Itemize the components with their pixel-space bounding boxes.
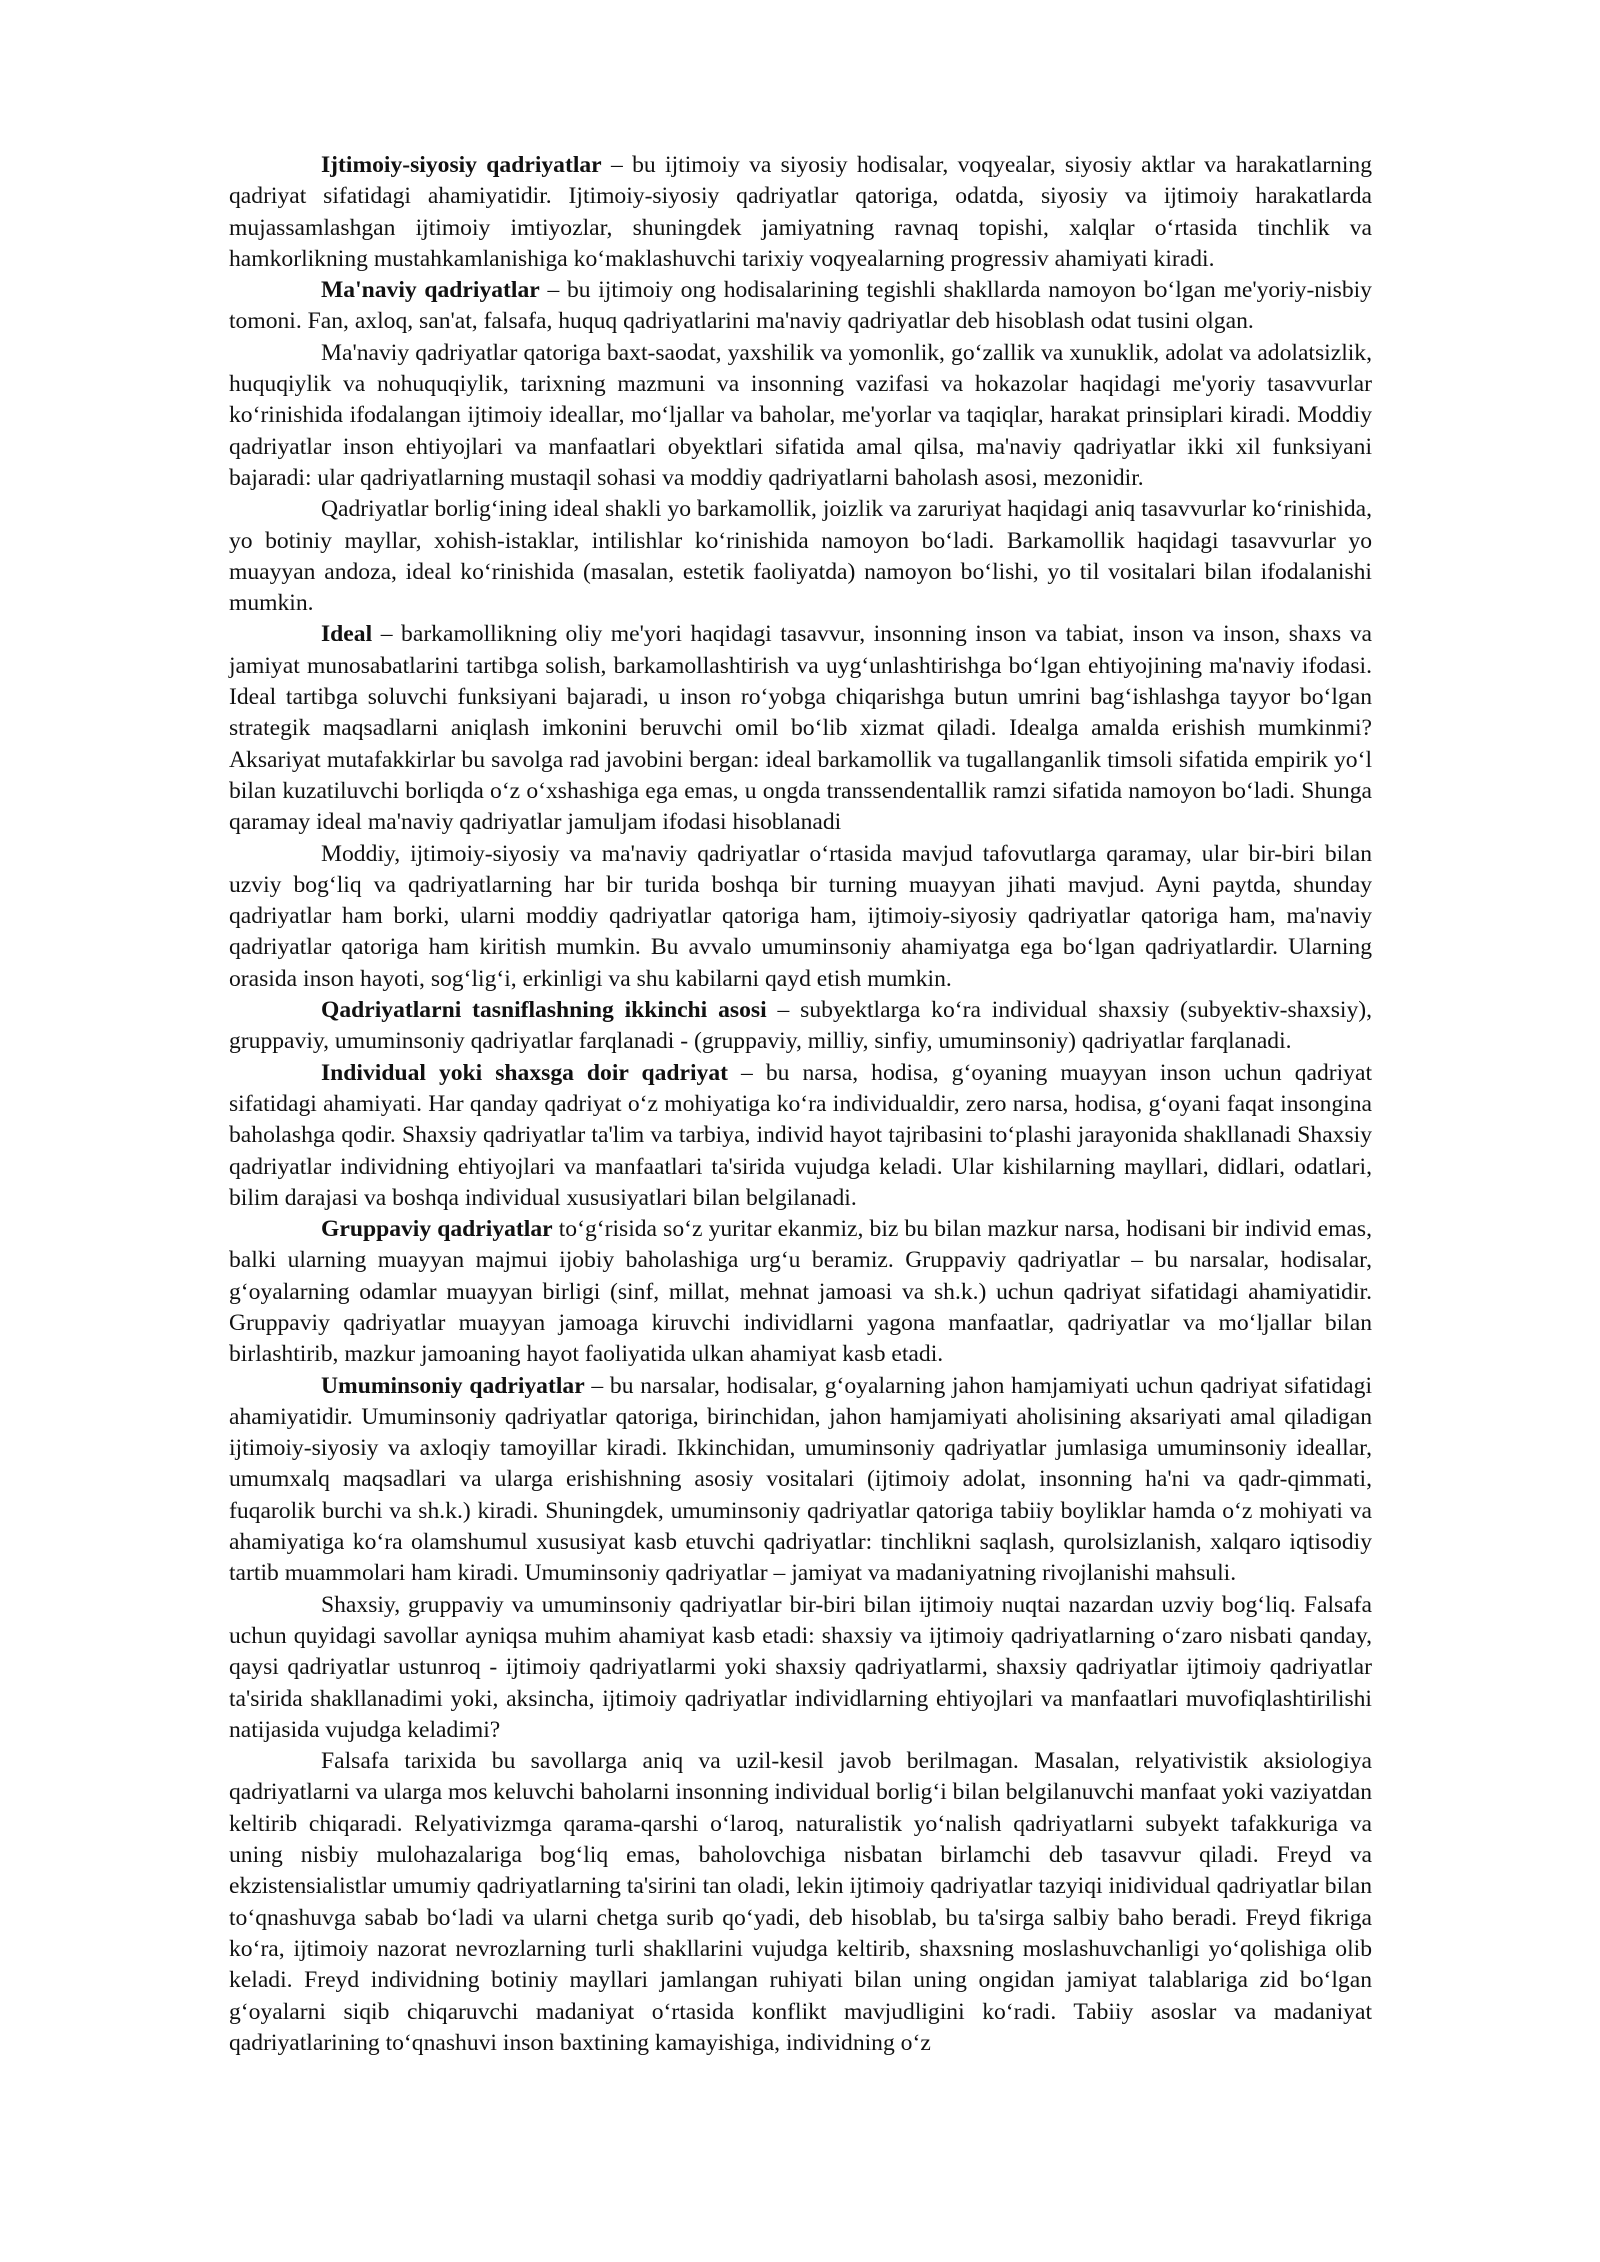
paragraph-body: Moddiy, ijtimoiy-siyosiy va ma'naviy qadriyatlar o‘rtasida mavjud tafovutlarga qaramay, ular bir-biri bilan uzviy bog‘liq va qadriyatlarning har bir turida boshqa bir turning muayyan jihati mavjud. Ayni paytda, shunday qadriyatlar ham borki, ularni moddiy qadriyatlar qatoriga ham, ijtimoiy-siyosiy qadriyatlar qatoriga ham, ma'naviy qadriyatlar qatoriga ham kiritish mumkin. Bu avvalo umuminsoniy ahamiyatga ega bo‘lgan qadriyatlardir. Ularning orasida inson hayoti, sog‘lig‘i, erkinligi va shu kabilarni qayd etish mumkin. xyxy=(229,840,1372,992)
paragraph-tasniflash xyxy=(229,995,1372,1058)
paragraph-shaxsiy-gruppaviy xyxy=(229,1590,1372,1746)
paragraph-body: Qadriyatlar borlig‘ining ideal shakli yo barkamollik, joizlik va zaruriyat haqidagi aniq tasavvurlar ko‘rinishida, yo botiniy mayllar, xohish-istaklar, intilishlar ko‘rinishida namoyon bo‘ladi. Barkamollik haqidagi tasavvurlar yo muayyan andoza, ideal ko‘rinishida (masalan, estetik faoliyatda) namoyon bo‘lishi, yo til vositalari bilan ifodalanishi mumkin. xyxy=(229,496,1372,617)
paragraph-ideal-shakli xyxy=(229,494,1372,619)
paragraph-lead-term: Qadriyatlarni tasniflashning ikkinchi asosi xyxy=(321,997,767,1024)
paragraph-body: – bu narsalar, hodisalar, g‘oyalarning jahon hamjamiyati uchun qadriyat sifatidagi ahamiyatidir. Umuminsoniy qadriyatlar qatoriga, birinchidan, jahon hamjamiyati aholisining aksariyati amal qiladigan ijtimoiy-siyosiy va axloqiy tamoyillar kiradi. Ikkinchidan, umuminsoniy qadriyatlar jumlasiga umuminsoniy ideallar, umumxalq maqsadlari va ularga erishishning asosiy vositalari (ijtimoiy adolat, insonning ha'ni va qadr-qimmati, fuqarolik burchi va sh.k.) kiradi. Shuningdek, umuminsoniy qadriyatlar qatoriga tabiiy boyliklar hamda o‘z mohiyati va ahamiyatiga ko‘ra olamshumul xususiyat kasb etuvchi qadriyatlar: tinchlikni saqlash, qurolsizlanish, xalqaro iqtisodiy tartib muammolari ham kiradi. Umuminsoniy qadriyatlar – jamiyat va madaniyatning rivojlanishi mahsuli. xyxy=(229,1372,1372,1587)
paragraph-falsafa-tarixi xyxy=(229,1746,1372,2059)
paragraph-lead-term: Umuminsoniy qadriyatlar xyxy=(321,1372,585,1399)
paragraph-manaviy xyxy=(229,275,1372,338)
paragraph-gruppaviy xyxy=(229,1214,1372,1370)
paragraph-lead-term: Ijtimoiy-siyosiy qadriyatlar xyxy=(321,152,602,178)
paragraph-umuminsoniy xyxy=(229,1371,1372,1590)
paragraph-body: – barkamollikning oliy me'yori haqidagi tasavvur, insonning inson va tabiat, inson va inson, shaxs va jamiyat munosabatlarini tartibga solish, barkamollashtirish va uyg‘unlashtirishga bo‘lgan ehtiyojining ma'naviy ifodasi. Ideal tartibga soluvchi funksiyani bajaradi, u inson ro‘yobga chiqarishga butun umrini bag‘ishlashga tayyor bo‘lgan strategik maqsadlarni aniqlash imkonini beruvchi omil bo‘lib xizmat qiladi. Idealga amalda erishish mumkinmi? Aksariyat mutafakkirlar bu savolga rad javobini bergan: ideal barkamollik va tugallanganlik timsoli sifatida empirik yo‘l bilan kuzatiluvchi borliqda o‘z o‘xshashiga ega emas, u ongda transsendentallik ramzi sifatida namoyon bo‘ladi. Shunga qaramay ideal ma'naviy qadriyatlar jamuljam ifodasi hisoblanadi xyxy=(229,621,1372,836)
paragraph-body: – bu ijtimoiy va siyosiy hodisalar, voqyealar, siyosiy aktlar va harakatlarning qadriyat sifatidagi ahamiyatidir. Ijtimoiy-siyosiy qadriyatlar qatoriga, odatda, siyosiy va ijtimoiy harakatlarda mujassamlashgan ijtimoiy imtiyozlar, shuningdek jamiyatning ravnaq topishi, xalqlar o‘rtasida tinchlik va hamkorlikning mustahkamlanishiga ko‘maklashuvchi tarixiy voqyealarning progressiv ahamiyati kiradi. xyxy=(229,152,1372,272)
paragraph-manaviy-qatori xyxy=(229,338,1372,494)
paragraph-body: – bu ijtimoiy ong hodisalarining tegishli shakllarda namoyon bo‘lgan me'yoriy-nisbiy tomoni. Fan, axloq, san'at, falsafa, huquq qadriyatlarini ma'naviy qadriyatlar deb hisoblash odat tusini olgan. xyxy=(229,277,1372,335)
paragraph-moddiy xyxy=(229,839,1372,995)
paragraph-body: – subyektlarga ko‘ra individual shaxsiy (subyektiv-shaxsiy), gruppaviy, umuminsoniy qadriyatlar farqlanadi - (gruppaviy, milliy, sinfiy, umuminsoniy) qadriyatlar farqlanadi. xyxy=(229,997,1373,1055)
document-page xyxy=(229,150,1372,2059)
paragraph-body: Falsafa tarixida bu savollarga aniq va uzil-kesil javob berilmagan. Masalan, relyativistik aksiologiya qadriyatlarni va ularga mos keluvchi baholarni insonning individual borlig‘i bilan belgilanuvchi manfaat yoki vaziyatdan keltirib chiqaradi. Relyativizmga qarama-qarshi o‘laroq, naturalistik yo‘nalish qadriyatlarni subyekt tafakkuriga va uning nisbiy mulohazalariga bog‘liq emas, baholovchiga nisbatan birlamchi deb tasavvur qiladi. Freyd va ekzistensialistlar umumiy qadriyatlarning ta'sirini tan oladi, lekin ijtimoiy qadriyatlar tazyiqi inidividual qadriyatlar bilan to‘qnashuvga sabab bo‘ladi va ularni chetga surib qo‘yadi, deb hisoblab, bu ta'sirga salbiy baho beradi. Freyd fikriga ko‘ra, ijtimoiy nazorat nevrozlarning turli shakllarini vujudga keltirib, shaxsning moslashuvchanligi yo‘qolishiga olib keladi. Freyd individning botiniy mayllari jamlangan ruhiyati bilan uning ongidan jamiyat talablariga zid bo‘lgan g‘oyalarni siqib chiqaruvchi madaniyat o‘rtasida konflikt mavjudligini ko‘radi. Tabiiy asoslar va madaniyat qadriyatlarining to‘qnashuvi inson baxtining kamayishiga, individning o‘z xyxy=(229,1748,1372,2056)
paragraph-body: to‘g‘risida so‘z yuritar ekanmiz, biz bu bilan mazkur narsa, hodisani bir individ emas, balki ularning muayyan majmui ijobiy baholashiga urg‘u beramiz. Gruppaviy qadriyatlar – bu narsalar, hodisalar, g‘oyalarning odamlar muayyan birligi (sinf, millat, mehnat jamoasi va sh.k.) uchun qadriyat sifatidagi ahamiyatidir. Gruppaviy qadriyatlar muayyan jamoaga kiruvchi individlarni yagona manfaatlar, qadriyatlar va mo‘ljallar bilan birlashtirib, mazkur jamoaning hayot faoliyatida ulkan ahamiyat kasb etadi. xyxy=(229,1216,1372,1368)
paragraph-lead-term: Individual yoki shaxsga doir qadriyat xyxy=(321,1059,728,1086)
paragraph-body: – bu narsa, hodisa, g‘oyaning muayyan inson uchun qadriyat sifatidagi ahamiyati. Har qanday qadriyat o‘z mohiyatiga ko‘ra individualdir, zero narsa, hodisa, g‘oyani faqat insongina baholashga qodir. Shaxsiy qadriyatlar ta'lim va tarbiya, individ hayot tajribasini to‘plashi jarayonida shakllanadi Shaxsiy qadriyatlar individning ehtiyojlari va manfaatlari ta'sirida vujudga keladi. Ular kishilarning mayllari, didlari, odatlari, bilim darajasi va boshqa individual xususiyatlari bilan belgilanadi. xyxy=(229,1059,1372,1211)
paragraph-individual xyxy=(229,1058,1372,1214)
paragraph-lead-term: Ideal xyxy=(321,621,373,648)
paragraph-lead-term: Ma'naviy qadriyatlar xyxy=(321,277,540,304)
paragraph-ideal xyxy=(229,619,1372,838)
paragraph-ijtimoiy-siyosiy xyxy=(229,150,1372,275)
paragraph-body: Shaxsiy, gruppaviy va umuminsoniy qadriyatlar bir-biri bilan ijtimoiy nuqtai nazardan uzviy bog‘liq. Falsafa uchun quyidagi savollar ayniqsa muhim ahamiyat kasb etadi: shaxsiy va ijtimoiy qadriyatlarning o‘zaro nisbati qanday, qaysi qadriyatlar ustunroq - ijtimoiy qadriyatlarmi yoki shaxsiy qadriyatlarmi, shaxsiy qadriyatlar ijtimoiy qadriyatlar ta'sirida shakllanadimi yoki, aksincha, ijtimoiy qadriyatlar individlarning ehtiyojlari va manfaatlari muvofiqlashtirilishi natijasida vujudga keladimi? xyxy=(229,1591,1372,1743)
paragraph-body: Ma'naviy qadriyatlar qatoriga baxt-saodat, yaxshilik va yomonlik, go‘zallik va xunuklik, adolat va adolatsizlik, huquqiylik va nohuquqiylik, tarixning mazmuni va insonning vazifasi va hokazolar haqidagi me'yoriy tasavvurlar ko‘rinishida ifodalangan ijtimoiy ideallar, mo‘ljallar va baholar, me'yorlar va taqiqlar, harakat prinsiplari kiradi. Moddiy qadriyatlar inson ehtiyojlari va manfaatlari obyektlari sifatida amal qilsa, ma'naviy qadriyatlar ikki xil funksiyani bajaradi: ular qadriyatlarning mustaqil sohasi va moddiy qadriyatlarni baholash asosi, mezonidir. xyxy=(229,339,1372,491)
paragraph-lead-term: Gruppaviy qadriyatlar xyxy=(321,1216,553,1243)
